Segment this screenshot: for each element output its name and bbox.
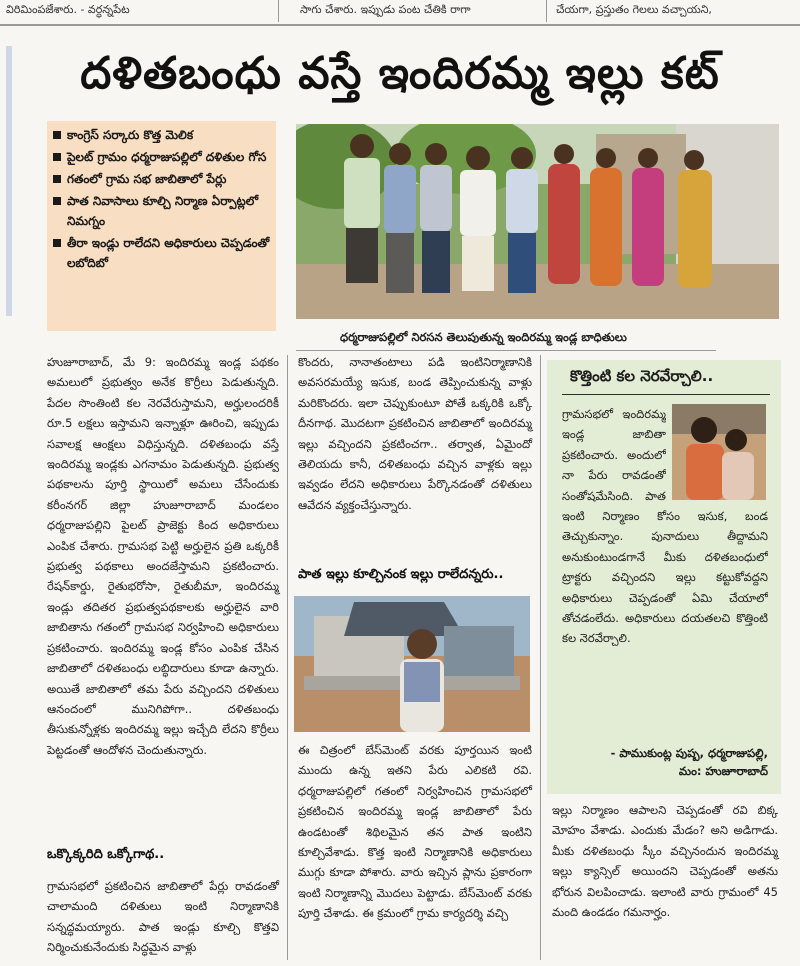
sidebox-paragraph-top	[562, 404, 666, 506]
column-3-paragraph: ఇల్లు నిర్మాణం ఆపాలని చెప్పడంతో రవి బిక్క మోహం వేశాడు. ఎందుకు మేడం? అని అడిగాడు. మీకు దళితబంధు స్కీం వచ్చినందున ఇందిరమ్మ ఇల్లు క్యాన్సిల్ అయిందని చెప్పడంతో అతను భోరున విలపించాడు. ఇలాంటి వారు గ్రామంలో 45 మంది ఉండడం గమనార్హం.	[552, 803, 778, 920]
bullet-square-icon	[53, 153, 61, 161]
highlight-item	[53, 147, 270, 167]
highlight-item	[53, 191, 270, 231]
sidebox-text: గ్రామసభలో ఇందిరమ్మ ఇండ్ల జాబితా ప్రకటించారు. అందులో నా పేరు రావడంతో సంతోషమేసింది. పాత	[562, 407, 666, 503]
bullet-square-icon	[53, 197, 61, 205]
left-margin-bar	[6, 46, 12, 316]
top-col-divider-1	[278, 0, 279, 22]
highlight-text: తీరా ఇండ్లు రాలేదని అధికారులు చెప్పడంతో లబోదిబో	[67, 236, 270, 270]
bullet-square-icon	[53, 131, 61, 139]
sidebox-title-rule	[562, 394, 770, 395]
top-strip-right: చేయగా, ప్రస్తుతం గెలలు వచ్చాయని,	[556, 3, 712, 16]
top-col-divider-2	[546, 0, 547, 22]
column-1-paragraph-1: హుజూరాబాద్, మే 9: ఇందిరమ్మ ఇండ్ల పథకం అమలులో ప్రభుత్వం అనేక కొర్రీలు పెడుతున్నది. పేదల సొంతింటి కల నెరవేరుస్తామని, అర్హులందరికీ రూ.5 లక్షలు ఇస్తామని ఇన్నాళ్లూ ఊరించి, ఇప్పుడు సవాలక్ష ఆంక్షలు విధిస్తున్నది. దళితబంధు వస్తే ఇందిరమ్మ ఇండ్లకు ఎగనామం పెడుతున్నది. ప్రభుత్వ పథకాలను పూర్తి స్థాయిలో అమలు చేసేందుకు కరీంనగర్ జిల్లా హుజూరాబాద్ మండలం ధర్మరాజుపల్లిని పైలట్ ప్రాజెక్టు కింద అధికారులు ఎంపిక చేశారు. గ్రామసభ పెట్టి అర్హులైన ప్రతి ఒక్కరికీ ప్రభుత్వ పథకాలు అందజేస్తామని ప్రకటించారు. రేషన్‌కార్డు, రైతుభరోసా, రైతుబీమా, ఇందిరమ్మ ఇండ్లు తదితర ప్రభుత్వపథకాలకు అర్హులైన వారి జాబితాను గతంలో గ్రామసభ నిర్వహించి అధికారులు ప్రకటించారు. ఇందిరమ్మ ఇండ్ల కోసం ఎంపిక చేసిన జాబితాలో దళితబంధు లబ్ధిదారులు కూడా ఉన్నారు. అయితే జాబితాలో తమ పేరు వచ్చిందని దళితులు ఆనందంలో మునిగిపోగా.. దళితబంధు తీసుకున్నోళ్లకు ఇందిరమ్మ ఇల్లు ఇచ్చేది లేదని కొర్రీలు పెట్టడంతో ఆందోళన చెందుతున్నారు.	[47, 355, 279, 757]
column-2-paragraph-1: కొందరు, నానాతంటాలు పడి ఇంటినిర్మాణానికి అవసరమయ్యే ఇసుక, బండ తెప్పించుకున్న వాళ్లు మరికొందరు. ఇలా చెప్పుకుంటూ పోతే ఒక్కరికి ఒక్కో దీనగాథ. మొదటగా ప్రకటించిన జాబితాలో ఇందిరమ్మ ఇల్లు వచ్చిందని ప్రకటించగా.. తర్వాత, ఏమైందో తెలియదు కానీ, దళితబంధు వచ్చిన వాళ్లకు ఇల్లు ఇవ్వడం లేదని అధికారులు పేర్కొనడంతో దళితులు ఆవేదన వ్యక్తంచేస్తున్నారు.	[298, 355, 532, 512]
column-1-subhead: ఒక్కొక్కరిది ఒక్కోగాథ..	[47, 847, 165, 862]
sidebox-title: కొత్తింటి కల నెరవేర్చాలి..	[570, 367, 714, 385]
sidebox-signature	[562, 744, 768, 780]
ravi-house-photo	[294, 596, 530, 732]
column-divider-1	[287, 355, 288, 960]
headline: దళితబంధు వస్తే ఇందిరమ్మ ఇల్లు కట్	[80, 48, 720, 99]
top-strip-left: విరిమింపజేశారు. - వర్ధన్నపేట	[6, 3, 130, 16]
highlight-item	[53, 169, 270, 189]
highlight-item	[53, 125, 270, 145]
column-1-paragraph-2: గ్రామసభలో ప్రకటించిన జాబితాలో పేర్లు రావడంతో చాలామంది దళితులు ఇంటి నిర్మాణానికి సన్నద్ధమయ్యారు. పాత ఇండ్లు కూల్చి కొత్తవి నిర్మించుకునేందుకు సిద్ధమైన వాళ్లు	[47, 879, 279, 955]
column-divider-2	[540, 355, 541, 960]
highlight-item	[53, 233, 270, 273]
photo-caption: ధర్మరాజుపల్లిలో నిరసన తెలుపుతున్న ఇందిరమ్మ ఇండ్ల బాధితులు	[340, 330, 627, 344]
top-divider	[0, 24, 800, 26]
column-2-paragraph-2: ఈ చిత్రంలో బేస్‌మెంట్ వరకు పూర్తయిన ఇంటి ముందు ఉన్న ఇతని పేరు ఎలికటి రవి. ధర్మరాజుపల్లిలో గతంలో నిర్వహించిన గ్రామసభలో ప్రకటించిన ఇందిరమ్మ ఇండ్ల జాబితాలో పేరు ఉండటంతో శిథిలమైన తన పాత ఇంటిని కూల్చివేశాడు. కొత్త ఇంటి నిర్మాణానికి అధికారులు ముగ్గు కూడా పోశారు. వారు ఇచ్చిన ప్లాను ప్రకారంగా ఇంటి నిర్మాణాన్ని మొదలు పెట్టాడు. బేస్‌మెంట్ వరకు పూర్తి చేశాడు. ఈ క్రమంలో గ్రామ కార్యదర్శి వచ్చి	[298, 743, 532, 921]
signature-line-2: మం: హుజూరాబాద్	[678, 764, 768, 778]
top-strip-middle: సాగు చేశారు. ఇప్పుడు పంట చేతికి రాగా	[300, 3, 471, 16]
highlight-text: గతంలో గ్రామ సభ జాబితాలో పేర్లు	[67, 172, 227, 186]
top-strip	[0, 0, 800, 22]
column-2-subhead: పాత ఇల్లు కూల్చినంక ఇల్లు రాలేదన్నరు..	[298, 567, 504, 582]
highlight-text: పాత నివాసాలు కూల్చి నిర్మాణ ఏర్పాట్లలో నిమగ్నం	[67, 194, 259, 228]
bullet-square-icon	[53, 239, 61, 247]
bullet-square-icon	[53, 175, 61, 183]
highlight-text: పైలట్ గ్రామం ధర్మరాజుపల్లిలో దళితుల గోస	[67, 150, 267, 164]
sidebox-text-continued: ఇంటి నిర్మాణం కోసం ఇసుక, బండ తెచ్చుకున్నాం. పునాదులు తీద్దామని అనుకుంటుండగానే మీకు దళితబంధులో ట్రాక్టరు వచ్చిందని ఇల్లు కట్టుకోవద్దని అధికారులు చెప్పడంతో ఏమి చేయాలో తోచడంలేదు. అధికారులు దయతలచి కొత్తింటి కల నెరవేర్చాలి.	[562, 509, 768, 646]
highlights-box	[47, 121, 276, 331]
woman-child-photo	[672, 404, 766, 500]
highlight-text: కాంగ్రెస్ సర్కారు కొత్త మెలిక	[67, 128, 194, 142]
sidebox-paragraph	[562, 506, 768, 738]
caption-underline	[296, 350, 716, 351]
group-protest-photo	[296, 124, 779, 319]
signature-line-1: - పాముకుంట్ల పుష్ప, ధర్మరాజుపల్లి,	[610, 746, 768, 760]
